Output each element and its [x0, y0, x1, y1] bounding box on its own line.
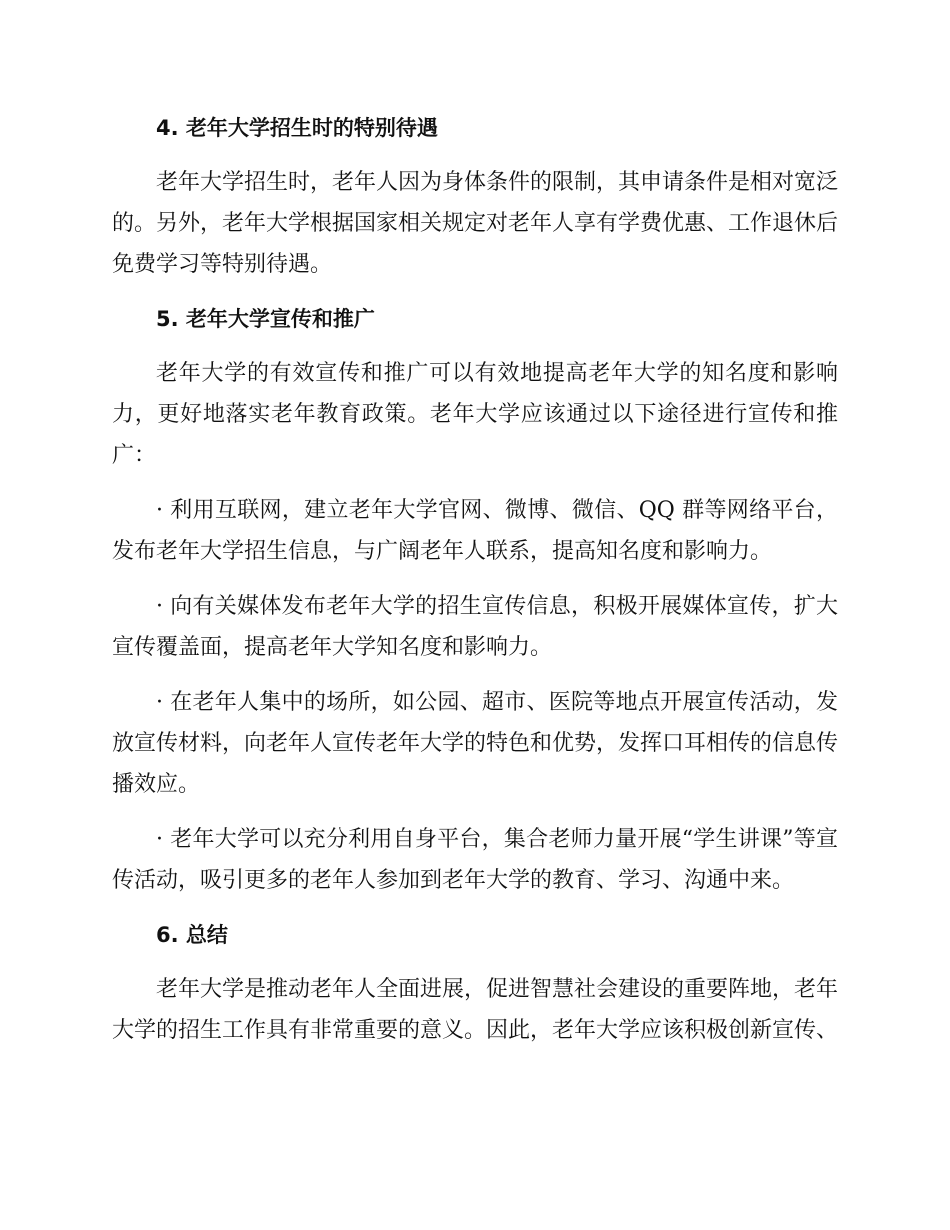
bullet-internet: · 利用互联网，建立老年大学官网、微博、微信、QQ 群等网络平台，发布老年大学招生信息，与广阔老年人联系，提高知名度和影响力。	[112, 498, 838, 564]
section-heading-5: 5. 老年大学宣传和推广	[156, 307, 375, 331]
bullet-media: · 向有关媒体发布老年大学的招生宣传信息，积极开展媒体宣传，扩大宣传覆盖面，提高老年大学知名度和影响力。	[112, 594, 838, 660]
bullet-public-places: · 在老年人集中的场所，如公园、超市、医院等地点开展宣传活动，发放宣传材料，向老年人宣传老年大学的特色和优势，发挥口耳相传的信息传播效应。	[112, 690, 839, 797]
paragraph-promotion-intro: 老年大学的有效宣传和推广可以有效地提高老年大学的知名度和影响力，更好地落实老年教育政策。老年大学应该通过以下途径进行宣传和推广：	[112, 361, 838, 468]
paragraph-special-treatment: 老年大学招生时，老年人因为身体条件的限制，其申请条件是相对宽泛的。另外，老年大学根据国家相关规定对老年人享有学费优惠、工作退休后免费学习等特别待遇。	[112, 170, 839, 277]
section-heading-6: 6. 总结	[156, 923, 228, 947]
document-body	[112, 108, 838, 1051]
bullet-own-platform: · 老年大学可以充分利用自身平台，集合老师力量开展“学生讲课”等宣传活动，吸引更多的老年人参加到老年大学的教育、学习、沟通中来。	[112, 827, 838, 893]
paragraph-summary: 老年大学是推动老年人全面进展，促进智慧社会建设的重要阵地，老年大学的招生工作具有非常重要的意义。因此，老年大学应该积极创新宣传、	[112, 977, 839, 1043]
section-heading-4: 4. 老年大学招生时的特别待遇	[156, 116, 438, 140]
